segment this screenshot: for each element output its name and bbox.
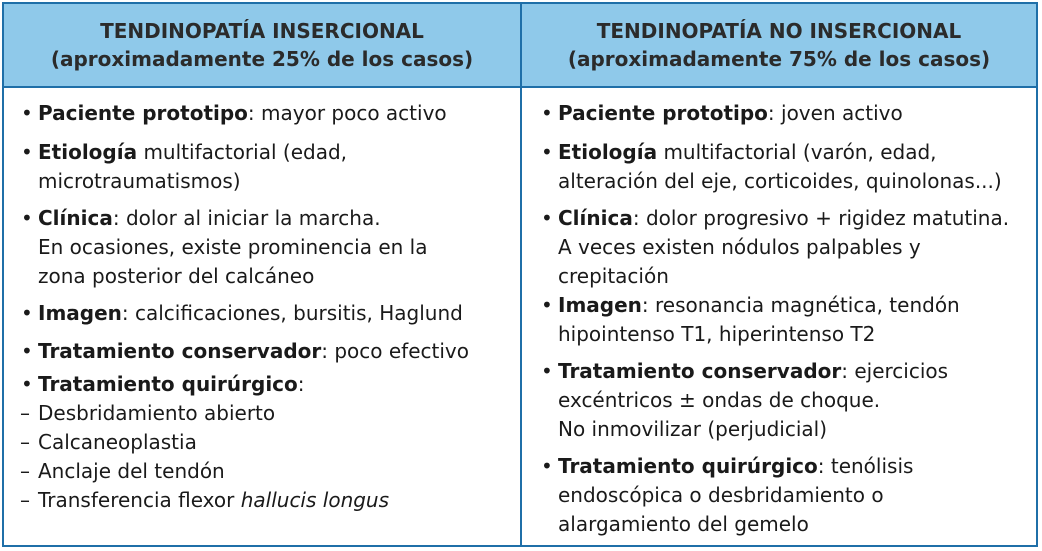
header-title: TENDINOPATÍA INSERCIONAL (100, 19, 424, 43)
sub-list-item: – Transferencia flexor hallucis longus (20, 488, 390, 512)
column-no-insercional (538, 99, 1033, 539)
list-item: • Paciente prototipo: joven activo (541, 101, 903, 125)
header-subtitle: (aproximadamente 75% de los casos) (567, 47, 991, 71)
sub-list-item: – Desbridamiento abierto (20, 401, 276, 425)
header-no-insercional (522, 4, 1036, 86)
list-item: • Tratamiento quirúrgico: (21, 372, 305, 396)
header-insercional (4, 4, 520, 86)
list-item: • Etiología multifactorial (edad, microtraumatismos) (21, 140, 347, 193)
column-divider (520, 4, 522, 545)
list-item: • Etiología multifactorial (varón, edad, alteración del eje, corticoides, quinolonas...) (541, 140, 1002, 193)
sub-list-item: – Calcaneoplastia (20, 430, 197, 454)
header-subtitle: (aproximadamente 25% de los casos) (50, 47, 474, 71)
list-item: • Clínica: dolor progresivo + rigidez matutina. A veces existen nódulos palpables y crepitación (541, 206, 1010, 288)
column-insercional (18, 99, 513, 515)
list-item: • Tratamiento conservador: ejercicios excéntricos ± ondas de choque. No inmovilizar (perjudicial) (541, 359, 949, 441)
sub-list-item: – Anclaje del tendón (20, 459, 225, 483)
list-item: • Imagen: resonancia magnética, tendón hipointenso T1, hiperintenso T2 (541, 293, 960, 346)
comparison-table (2, 2, 1038, 547)
list-item: • Tratamiento quirúrgico: tenólisis endoscópica o desbridamiento o alargamiento del gemelo (541, 454, 914, 536)
header-title: TENDINOPATÍA NO INSERCIONAL (596, 19, 962, 43)
list-item: • Paciente prototipo: mayor poco activo (21, 101, 447, 125)
list-item: • Tratamiento conservador: poco efectivo (21, 339, 469, 363)
list-item: • Imagen: calcificaciones, bursitis, Haglund (21, 301, 463, 325)
list-item: • Clínica: dolor al iniciar la marcha. En ocasiones, existe prominencia en la zona posterior del calcáneo (21, 206, 428, 288)
